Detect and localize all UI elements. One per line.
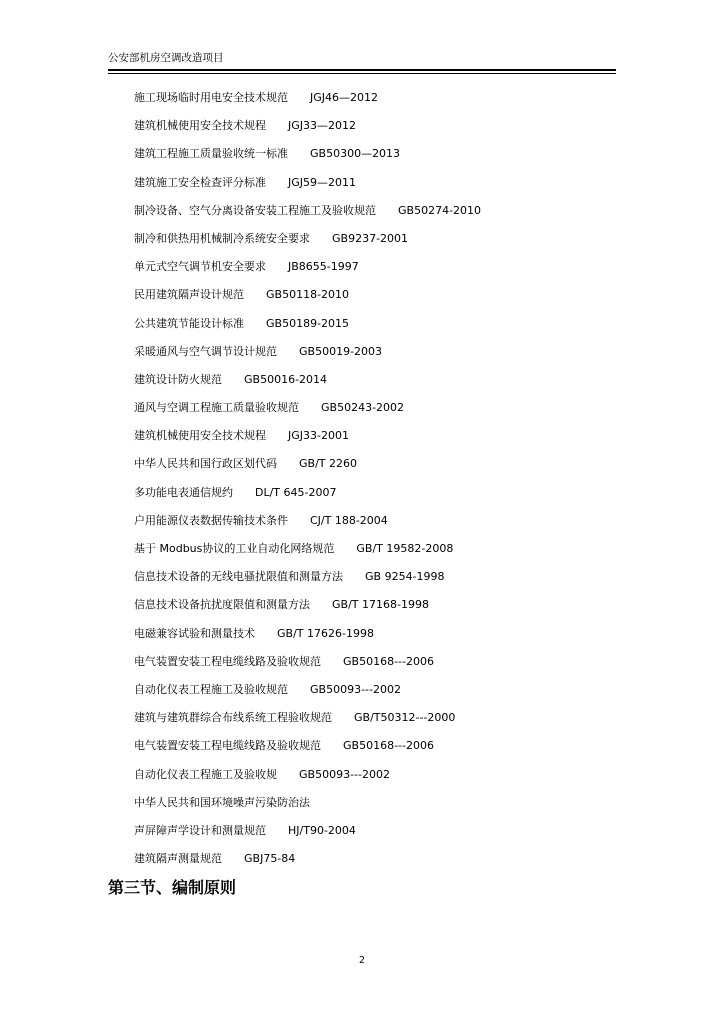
- standard-list-item: [134, 259, 481, 287]
- standard-code: GB/T 17168-1998: [332, 598, 429, 612]
- standard-code: JGJ59—2011: [288, 175, 357, 189]
- standard-name: 通风与空调工程施工质量验收规范: [134, 401, 299, 415]
- standard-list-item: [134, 456, 481, 484]
- standard-list-item: [134, 654, 481, 682]
- standard-name: 基于 Modbus协议的工业自动化网络规范: [134, 542, 335, 555]
- standard-name: 中华人民共和国环境噪声污染防治法: [134, 795, 310, 809]
- standard-name: 自动化仪表工程施工及验收规范: [134, 682, 288, 696]
- standard-name: 建筑施工安全检查评分标准: [134, 175, 266, 189]
- standard-name: 建筑设计防火规范: [134, 372, 222, 386]
- standard-list-item: [134, 851, 481, 879]
- standard-list-item: [134, 316, 481, 344]
- standard-code: GB50300—2013: [310, 147, 401, 161]
- standard-list-item: [134, 344, 481, 372]
- standard-name: 电气装置安装工程电缆线路及验收规范: [134, 739, 321, 753]
- standard-code: DL/T 645-2007: [255, 485, 337, 499]
- standard-code: GB50274-2010: [398, 203, 482, 217]
- standard-list-item: [134, 231, 481, 259]
- standard-list-item: [134, 400, 481, 428]
- standard-name: 采暖通风与空气调节设计规范: [134, 344, 277, 358]
- standard-code: GB50016-2014: [244, 372, 328, 386]
- running-header-title: 公安部机房空调改造项目: [108, 52, 224, 64]
- standard-name: 施工现场临时用电安全技术规范: [134, 91, 288, 104]
- standard-name: 单元式空气调节机安全要求: [134, 260, 266, 274]
- standard-list-item: [134, 682, 481, 710]
- standard-list-item: [134, 372, 481, 400]
- standard-name: 中华人民共和国行政区划代码: [134, 457, 277, 471]
- standard-code: GB50093---2002: [310, 682, 401, 696]
- standard-list-item: [134, 118, 481, 146]
- standard-name: 声屏障声学设计和测量规范: [134, 823, 266, 837]
- standard-code: GB/T 2260: [299, 457, 357, 471]
- standard-list-item: [134, 175, 481, 203]
- standard-list-item: [134, 738, 481, 766]
- standard-code: GB/T 17626-1998: [277, 626, 374, 640]
- standard-name: 多功能电表通信规约: [134, 485, 233, 499]
- page-number: 2: [358, 955, 366, 966]
- standard-list-item: [134, 90, 481, 118]
- standard-name: 信息技术设备抗扰度限值和测量方法: [134, 598, 310, 612]
- standard-name: 信息技术设备的无线电骚扰限值和测量方法: [134, 570, 343, 584]
- standard-name: 建筑工程施工质量验收统一标准: [134, 147, 288, 161]
- standard-code: GB50168---2006: [343, 739, 434, 753]
- standards-list: [134, 90, 481, 879]
- standard-name: 建筑与建筑群综合布线系统工程验收规范: [134, 711, 332, 725]
- section-heading: 第三节、编制原则: [108, 878, 237, 897]
- standard-code: GB50019-2003: [299, 344, 383, 358]
- standard-name: 制冷和供热用机械制冷系统安全要求: [134, 231, 310, 245]
- header-rule-thin: [108, 73, 616, 74]
- standard-list-item: [134, 485, 481, 513]
- standard-name: 建筑机械使用安全技术规程: [134, 429, 266, 443]
- standard-list-item: [134, 626, 481, 654]
- standard-code: GB/T50312---2000: [354, 711, 456, 725]
- standard-code: CJ/T 188-2004: [310, 513, 388, 527]
- standard-name: 建筑隔声测量规范: [134, 852, 222, 866]
- standard-code: GB 9254-1998: [365, 570, 445, 584]
- standard-name: 电磁兼容试验和测量技术: [134, 626, 255, 640]
- standard-list-item: [134, 795, 481, 823]
- standard-list-item: [134, 767, 481, 795]
- standard-list-item: [134, 146, 481, 174]
- standard-list-item: [134, 513, 481, 541]
- standard-code: GB/T 19582-2008: [356, 542, 454, 555]
- standard-list-item: [134, 541, 481, 569]
- standard-code: GB9237-2001: [332, 231, 409, 245]
- standard-code: JB8655-1997: [288, 260, 359, 274]
- standard-list-item: [134, 203, 481, 231]
- header-rule-thick: [108, 69, 616, 71]
- standard-list-item: [134, 597, 481, 625]
- standard-code: JGJ33-2001: [288, 429, 349, 443]
- standard-code: GB50189-2015: [266, 316, 350, 330]
- standard-code: GB50093---2002: [299, 767, 390, 781]
- standard-list-item: [134, 287, 481, 315]
- standard-code: HJ/T90-2004: [288, 823, 356, 837]
- standard-name: 民用建筑隔声设计规范: [134, 288, 244, 302]
- standard-name: 制冷设备、空气分离设备安装工程施工及验收规范: [134, 203, 376, 217]
- standard-name: 电气装置安装工程电缆线路及验收规范: [134, 654, 321, 668]
- standard-list-item: [134, 823, 481, 851]
- standard-name: 自动化仪表工程施工及验收规: [134, 767, 277, 781]
- standard-name: 公共建筑节能设计标准: [134, 316, 244, 330]
- standard-code: GB50118-2010: [266, 288, 350, 302]
- standard-name: 户用能源仪表数据传输技术条件: [134, 513, 288, 527]
- standard-code: JGJ46—2012: [310, 91, 379, 104]
- standard-list-item: [134, 710, 481, 738]
- standard-name: 建筑机械使用安全技术规程: [134, 119, 266, 133]
- standard-code: JGJ33—2012: [288, 119, 357, 133]
- standard-list-item: [134, 569, 481, 597]
- standard-code: GBJ75-84: [244, 852, 296, 866]
- standard-code: GB50168---2006: [343, 654, 434, 668]
- standard-code: GB50243-2002: [321, 401, 405, 415]
- standard-list-item: [134, 428, 481, 456]
